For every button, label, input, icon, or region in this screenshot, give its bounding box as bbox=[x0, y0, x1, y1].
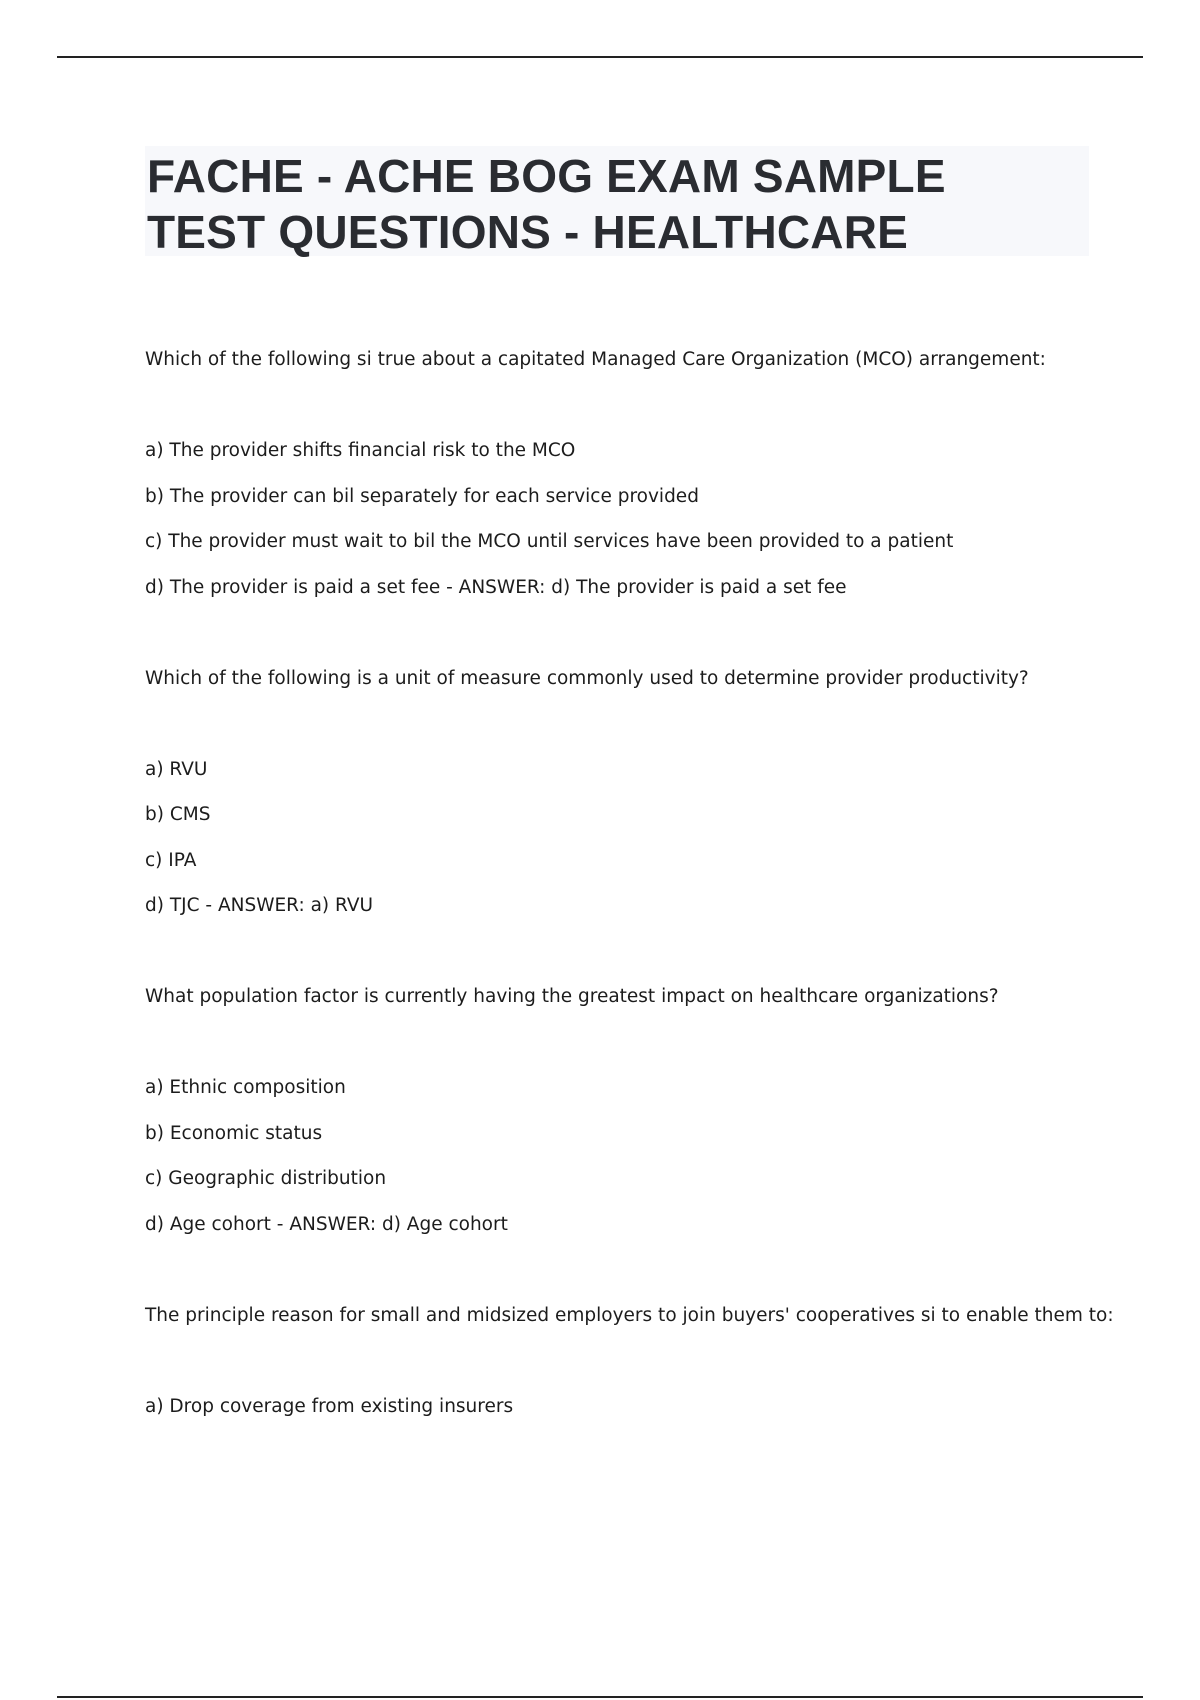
top-rule bbox=[57, 56, 1143, 58]
title-line-2: TEST QUESTIONS - HEALTHCARE bbox=[147, 206, 909, 258]
title-box bbox=[145, 146, 1089, 256]
question-2-option-a: a) RVU bbox=[145, 759, 208, 780]
question-2-text: Which of the following is a unit of measure commonly used to determine provider productivity? bbox=[145, 668, 1029, 689]
document-title bbox=[147, 148, 1089, 260]
question-1-option-c: c) The provider must wait to bil the MCO until services have been provided to a patient bbox=[145, 531, 954, 552]
question-2-option-c: c) IPA bbox=[145, 850, 197, 871]
question-4-text: The principle reason for small and midsized employers to join buyers' cooperatives si to enable them to: bbox=[145, 1305, 1114, 1326]
question-1-text: Which of the following si true about a capitated Managed Care Organization (MCO) arrangement: bbox=[145, 349, 1046, 370]
question-2-option-b: b) CMS bbox=[145, 804, 211, 825]
bottom-rule bbox=[57, 1696, 1143, 1698]
question-1-option-a: a) The provider shifts financial risk to the MCO bbox=[145, 440, 576, 461]
question-1-option-d-answer: d) The provider is paid a set fee - ANSWER: d) The provider is paid a set fee bbox=[145, 577, 847, 598]
question-3-option-a: a) Ethnic composition bbox=[145, 1077, 346, 1098]
question-3-option-c: c) Geographic distribution bbox=[145, 1168, 387, 1189]
question-3-text: What population factor is currently having the greatest impact on healthcare organizations? bbox=[145, 986, 999, 1007]
question-3-option-b: b) Economic status bbox=[145, 1123, 323, 1144]
question-4-option-a: a) Drop coverage from existing insurers bbox=[145, 1396, 514, 1417]
question-1-option-b: b) The provider can bil separately for each service provided bbox=[145, 486, 699, 507]
title-line-1: FACHE - ACHE BOG EXAM SAMPLE bbox=[147, 150, 946, 202]
question-3-option-d-answer: d) Age cohort - ANSWER: d) Age cohort bbox=[145, 1214, 508, 1235]
question-2-option-d-answer: d) TJC - ANSWER: a) RVU bbox=[145, 895, 374, 916]
